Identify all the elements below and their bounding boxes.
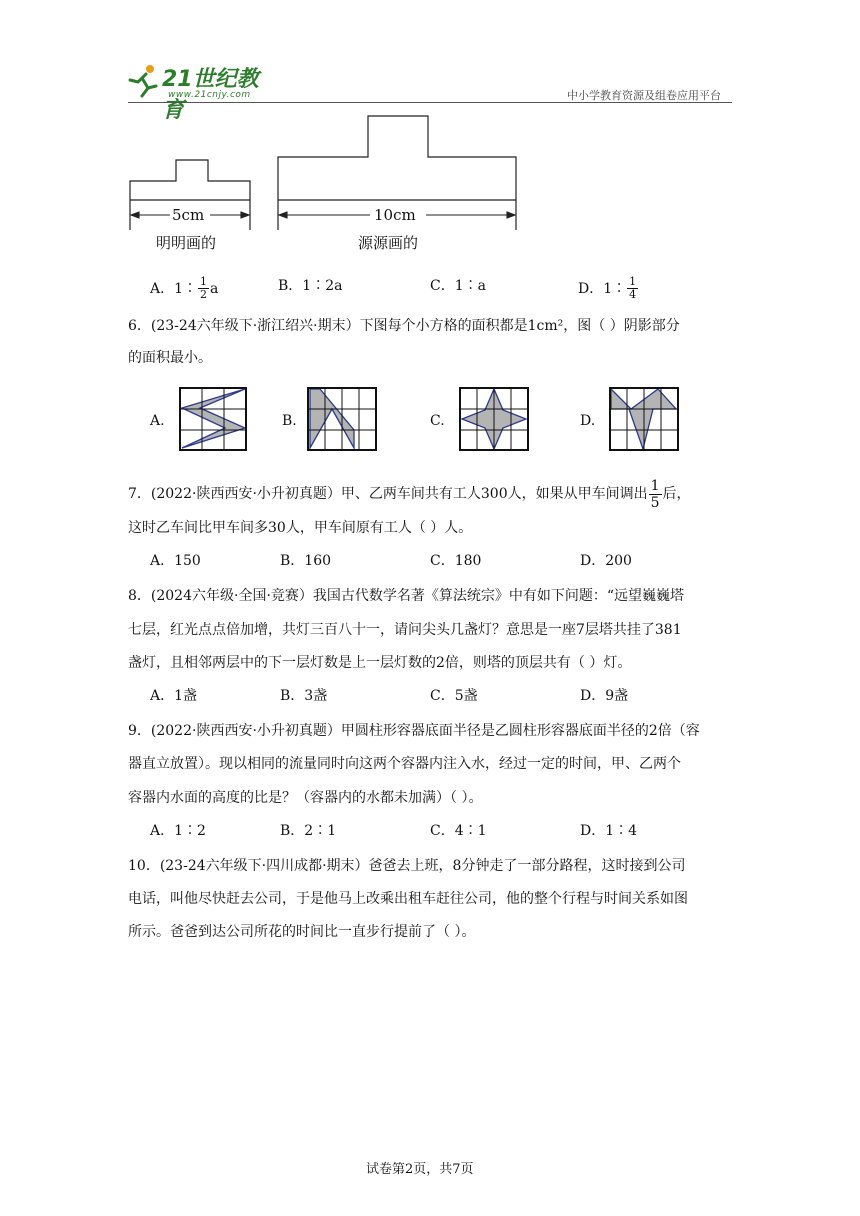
q5-option-b[interactable]: B．1∶2a <box>278 278 343 294</box>
q6-option-a-label[interactable]: A. <box>150 413 165 429</box>
q6-grids <box>0 0 860 460</box>
q9-line-3: 容器内水面的高度的比是？（容器内的水都未加满）（ ）。 <box>128 790 483 806</box>
fraction: $\frac{1}{2}$ <box>200 275 208 301</box>
q10-line-3: 所示。爸爸到达公司所花的时间比一直步行提前了（ ）。 <box>128 924 476 940</box>
q8-option-d[interactable]: D．9盏 <box>580 688 629 704</box>
q6-option-d-label[interactable]: D. <box>580 413 596 429</box>
q9-line-1: 9．(2022·陕西西安·小升初真题）甲圆柱形容器底面半径是乙圆柱形容器底面半径的2倍（容 <box>128 723 700 739</box>
q8-option-a[interactable]: A．1盏 <box>150 688 198 704</box>
q10-line-1: 10．(23-24六年级下·四川成都·期末）爸爸去上班，8分钟走了一部分路程，这时接到公司 <box>128 858 686 874</box>
q7-option-c[interactable]: C．180 <box>430 553 482 569</box>
fraction: $\frac{1}{5}$ <box>650 477 660 511</box>
grid-d <box>610 388 678 450</box>
q9-option-d[interactable]: D．1∶4 <box>580 823 638 839</box>
q7-line-1: 7．(2022·陕西西安·小升初真题）甲、乙两车间共有工人300人，如果从甲车间调出 $\frac{1}{5}$ 后， <box>128 477 691 511</box>
grid-c <box>460 388 528 450</box>
q6-line-2: 的面积最小。 <box>128 350 212 366</box>
q5-option-d[interactable]: D．1∶ $\frac{1}{4}$ <box>578 275 637 301</box>
q8-line-3: 盏灯，且相邻两层中的下一层灯数是上一层灯数的2倍，则塔的顶层共有（ ）灯。 <box>128 655 632 671</box>
q7-option-a[interactable]: A．150 <box>150 553 201 569</box>
platform-name: 中小学教育资源及组卷应用平台 <box>567 89 721 102</box>
q9-option-a[interactable]: A．1∶2 <box>150 823 206 839</box>
q6-line-1: 6．(23-24六年级下·浙江绍兴·期末）下图每个小方格的面积都是1cm²，图（ ）阴影部分 <box>128 318 680 334</box>
right-caption: 源源画的 <box>358 234 419 252</box>
q9-line-2: 器直立放置）。现以相同的流量同时向这两个容器内注入水，经过一定的时间，甲、乙两个 <box>128 756 681 772</box>
page-footer: 试卷第2页，共7页 <box>366 1162 474 1177</box>
q6-option-c-label[interactable]: C. <box>430 413 445 429</box>
q7-option-b[interactable]: B．160 <box>280 553 332 569</box>
q8-line-1: 8．(2024六年级·全国·竞赛）我国古代数学名著《算法统宗》中有如下问题：“远望巍巍塔 <box>128 588 685 604</box>
grid-b <box>308 388 376 450</box>
logo-url: www.21cnjy.com <box>168 90 251 100</box>
q5-option-a[interactable]: A．1∶ $\frac{1}{2}$ a <box>150 275 219 301</box>
q6-option-b-label[interactable]: B. <box>282 413 297 429</box>
q8-line-2: 七层，红光点点倍加增，共灯三百八十一，请问尖头几盏灯？意思是一座7层塔共挂了381 <box>128 622 682 638</box>
left-caption: 明明画的 <box>156 234 217 252</box>
q7-option-d[interactable]: D．200 <box>580 553 632 569</box>
fraction: $\frac{1}{4}$ <box>629 275 637 301</box>
q7-line-2: 这时乙车间比甲车间多30人，甲车间原有工人（ ）人。 <box>128 520 473 536</box>
left-dimension-label: 5cm <box>172 206 205 224</box>
logo-text: 21世纪教育 <box>162 67 259 123</box>
q8-option-c[interactable]: C．5盏 <box>430 688 478 704</box>
q8-option-b[interactable]: B．3盏 <box>280 688 328 704</box>
grid-a <box>180 388 246 450</box>
q9-option-b[interactable]: B．2∶1 <box>280 823 337 839</box>
q10-line-2: 电话，叫他尽快赶去公司，于是他马上改乘出租车赶往公司，他的整个行程与时间关系如图 <box>128 891 688 907</box>
q5-option-c[interactable]: C．1∶a <box>430 278 486 294</box>
q9-option-c[interactable]: C．4∶1 <box>430 823 487 839</box>
right-dimension-label: 10cm <box>374 206 416 224</box>
